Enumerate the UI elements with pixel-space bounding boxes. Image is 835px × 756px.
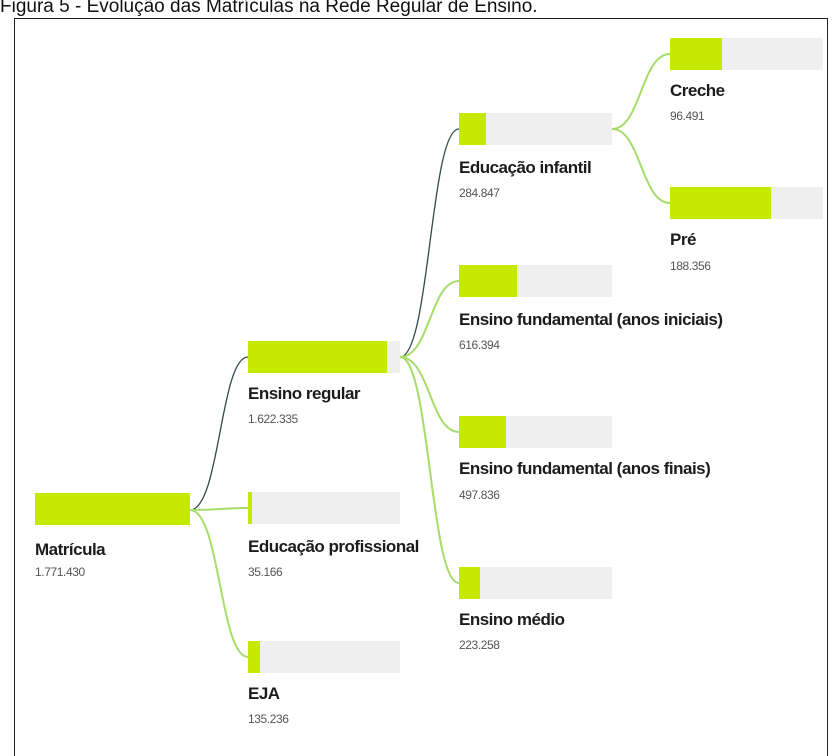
bar-track bbox=[248, 492, 400, 524]
bar-track bbox=[35, 493, 190, 525]
node-label: Pré bbox=[670, 230, 696, 249]
node-label: EJA bbox=[248, 684, 280, 703]
bar-track bbox=[248, 341, 400, 373]
bar-fill bbox=[248, 641, 260, 673]
figure-caption: Figura 5 - Evolução das Matrículas na Rede Regular de Ensino. bbox=[0, 0, 538, 17]
bar-track bbox=[459, 113, 612, 145]
bar-track bbox=[459, 416, 612, 448]
node-value: 284.847 bbox=[459, 186, 500, 200]
bar-fill bbox=[248, 341, 387, 373]
node-value: 616.394 bbox=[459, 338, 500, 352]
link-regular-fund-finais bbox=[400, 357, 459, 432]
link-regular-fund-iniciais bbox=[400, 281, 459, 357]
node-label: Educação infantil bbox=[459, 158, 592, 177]
node-value: 223.258 bbox=[459, 638, 500, 652]
node-value: 1.771.430 bbox=[35, 565, 85, 579]
node-value: 1.622.335 bbox=[248, 412, 298, 426]
node-label: Ensino fundamental (anos iniciais) bbox=[459, 310, 723, 329]
bar-fill bbox=[670, 187, 771, 219]
bar-track bbox=[248, 641, 400, 673]
node-label: Ensino médio bbox=[459, 610, 565, 629]
bar-track bbox=[670, 187, 823, 219]
link-matricula-eja bbox=[190, 510, 248, 657]
node-label: Creche bbox=[670, 81, 725, 100]
node-label: Matrícula bbox=[35, 540, 106, 559]
node-value: 497.836 bbox=[459, 488, 500, 502]
bar-fill bbox=[459, 416, 506, 448]
bar-fill bbox=[248, 492, 252, 524]
node-value: 188.356 bbox=[670, 259, 711, 273]
bar-fill bbox=[459, 113, 486, 145]
link-infantil-creche bbox=[612, 54, 670, 129]
node-value: 96.491 bbox=[670, 109, 705, 123]
bar-track bbox=[459, 265, 612, 297]
link-regular-infantil bbox=[400, 129, 459, 357]
link-matricula-educacao-profissional bbox=[190, 508, 248, 510]
bar-fill bbox=[35, 493, 190, 525]
bar-track bbox=[670, 38, 823, 70]
bar-track bbox=[459, 567, 612, 599]
node-value: 35.166 bbox=[248, 565, 283, 579]
link-infantil-pre bbox=[612, 129, 670, 203]
node-value: 135.236 bbox=[248, 712, 289, 726]
node-label: Ensino regular bbox=[248, 384, 361, 403]
bar-fill bbox=[459, 265, 517, 297]
bar-fill bbox=[670, 38, 722, 70]
link-matricula-ensino-regular bbox=[190, 357, 248, 510]
node-label: Educação profissional bbox=[248, 537, 419, 556]
bar-fill bbox=[459, 567, 480, 599]
node-label: Ensino fundamental (anos finais) bbox=[459, 459, 711, 478]
